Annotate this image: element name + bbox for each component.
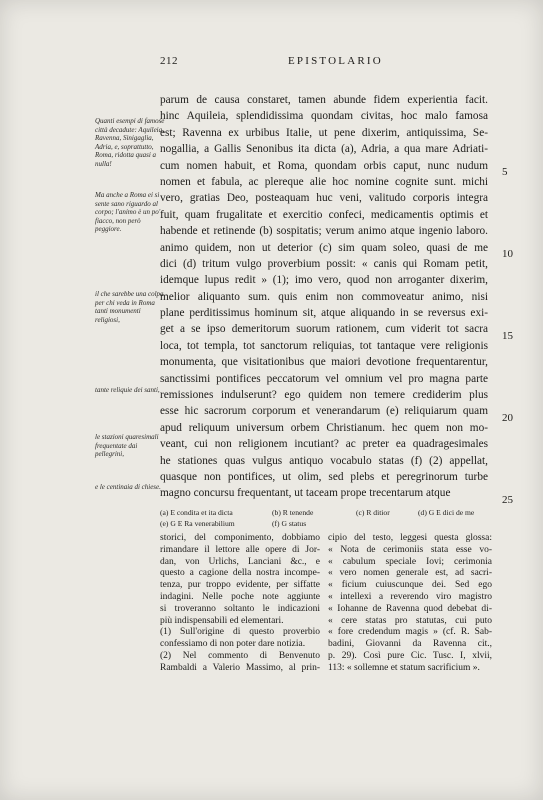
- footnote-line: si troveranno soltanto le indicazioni: [160, 603, 320, 614]
- footnote-line: (2) Nel commento di Benvenuto: [160, 650, 320, 661]
- text-line: cum nomen habuit, et Roma, quondam orbis caput, nunc nudum: [160, 159, 488, 172]
- footnote-line: « Iohanne de Ravenna quod debebat di-: [328, 603, 492, 614]
- margin-gloss: le stazioni quaresimali frequentate dai pellegrini,: [95, 433, 159, 458]
- line-number: 15: [502, 330, 513, 342]
- text-line: habende et retinende (b) sospitatis; verum animo atque ingenio laboro.: [160, 225, 488, 238]
- footnote-line: « vero nomen generale est, ad sacri-: [328, 568, 492, 579]
- footnote-line: rimandare il lettore alle opere di Jor-: [160, 544, 320, 555]
- footnote-line: p. 29). Così pure Cic. Tusc. I, xlvii,: [328, 650, 492, 661]
- line-number: 20: [502, 412, 513, 424]
- text-line: loca, tot templa, tot sanctorum reliquias, tot tantaque vere religionis: [160, 339, 488, 352]
- footnote-line: badini, Giovanni da Ravenna cit.,: [328, 639, 492, 650]
- text-line: quasque non pontifices, ut olim, sed plebs et peregrinorum turbe: [160, 470, 488, 483]
- footnote-line: « intellexi a reverendo viro magistro: [328, 591, 492, 602]
- footnote-line: 113: « sollemne et statum sacrificium ».: [328, 662, 480, 673]
- variant-note: (a) E condita et ita dicta: [160, 508, 233, 517]
- footnote-line: « fore credendum magis » (cf. R. Sab-: [328, 627, 492, 638]
- variant-readings: [160, 508, 500, 529]
- footnote-line: questo a cagione della nostra incompe-: [160, 568, 320, 579]
- variant-note: (c) R ditior: [356, 508, 390, 517]
- text-line: melior aliquanto sum. quis enim non commoveatur animo, nisi: [160, 290, 488, 303]
- text-line: get a se ipso demeritorum suorum rationem, cum viderit tot sacra: [160, 323, 488, 336]
- line-number: 5: [502, 166, 508, 178]
- text-line: nomen et fabula, ac plereque alie hoc nomine cognite sunt. michi: [160, 175, 488, 188]
- text-line: magno concursu frequentant, ut taceam prope trecentarum atque: [160, 487, 451, 500]
- footnotes-left-column: [160, 533, 320, 675]
- text-line: sanctissimi pontifices peccatorum vel omnium vel pro magna parte: [160, 372, 488, 385]
- footnote-line: più indispensabili ed elementari.: [160, 615, 284, 626]
- text-line: nogallia, a Gallis Senonibus ita dicta (a), Adria, a qua mare Adriati-: [160, 143, 488, 156]
- footnote-line: « cere statas pro statutas, cui puto: [328, 615, 492, 626]
- footnote-line: dan, von Urlichs, Lanciani &c., e: [160, 556, 320, 567]
- margin-gloss: Quanti esempi di famose città decadute: Aquileia, Ravenna, Sinigaglia, Adria, e, soprattutto, Roma, ridotta quasi a nulla!: [95, 117, 165, 168]
- footnote-line: indagini. Nelle poche note aggiunte: [160, 591, 320, 602]
- footnote-line: « Nota de cerimoniis stata esse vo-: [328, 544, 492, 555]
- footnote-line: (1) Sull'origine di questo proverbio: [160, 627, 320, 638]
- footnotes-right-column: [328, 533, 492, 675]
- text-line: vero, gratias Deo, posteaquam huc veni, valitudo corporis integra: [160, 192, 488, 205]
- footnote-line: Rambaldi a Valerio Massimo, al prin-: [160, 662, 320, 673]
- variant-note: (e) G E Ra venerabilium: [160, 518, 235, 528]
- text-line: apud reliquum universum orbem Christianum. hec quem non mo-: [160, 421, 488, 434]
- footnote-line: cipio del testo, leggesi questa glossa:: [328, 533, 492, 543]
- line-number: 10: [502, 248, 513, 260]
- footnote-line: « cabulum speciale Iovi; cerimonia: [328, 556, 492, 567]
- text-line: remissiones indulserunt? ego quidem non temere crediderim plus: [160, 389, 488, 402]
- text-line: hinc Aquileia, splendidissima quondam civitas, hoc malo famosa: [160, 110, 488, 123]
- text-line: parum de causa constaret, tamen abunde fidem experientia facit.: [160, 94, 488, 106]
- text-line: monumenta, que visitationibus que maiori devotione frequentarentur,: [160, 356, 488, 369]
- footnote-line: storici, del componimento, dobbiamo: [160, 533, 320, 543]
- page-number: 212: [160, 55, 178, 67]
- margin-gloss: Ma anche a Roma ei si sente sano riguardo al corpo; l'animo è un po' fiacco, non però peggiore.: [95, 191, 161, 233]
- variant-note: (b) R tenende: [272, 508, 314, 517]
- text-line: animo quidem, non ut deterior (c) sim quam soleo, quasi de me: [160, 241, 488, 254]
- margin-gloss: e le centinaia di chiese.: [95, 483, 161, 491]
- text-line: idemque lupus redit » (1); imo vero, quod non arroganter dixerim,: [160, 274, 488, 287]
- text-line: he stationes quas vulgus antiquo vocabulo statas (f) (2) appellat,: [160, 454, 488, 467]
- margin-gloss: tante reliquie dei santi,: [95, 386, 160, 394]
- variant-note: (d) G E dici de me: [418, 508, 475, 517]
- running-title: EPISTOLARIO: [288, 55, 383, 67]
- page-header: [0, 55, 543, 71]
- footnote-line: tenza, pur troppo evidente, per siffatte: [160, 580, 320, 591]
- footnote-line: « ficium cuiuscunque dei. Sed ego: [328, 580, 492, 591]
- text-line: esse hic sacrorum corporum et venerandarum (e) reliquiarum quam: [160, 405, 488, 418]
- text-line: plane perditissimus hominum sit, atque aliquando in se reversus exi-: [160, 307, 488, 320]
- margin-gloss: il che sarebbe una colpa per chi veda in Roma tanti monumenti religiosi,: [95, 290, 164, 324]
- text-line: est; Ravenna ex urbibus Italie, ut pene dixerim, antiquissima, Se-: [160, 126, 488, 139]
- footnote-line: confessiamo di non poter dare notizia.: [160, 639, 306, 650]
- variant-note: (f) G status: [272, 518, 307, 528]
- text-line: dici (d) tritum vulgo proverbium possit: « canis qui Romam petit,: [160, 257, 488, 270]
- line-number: 25: [502, 494, 513, 506]
- main-text: [160, 92, 488, 502]
- text-line: veant, cui non religionem incutiant? ac preter ea quadragesimales: [160, 438, 488, 451]
- text-line: fuit, quam frugalitate et exercitio confeci, medicamentis optimis et: [160, 208, 488, 221]
